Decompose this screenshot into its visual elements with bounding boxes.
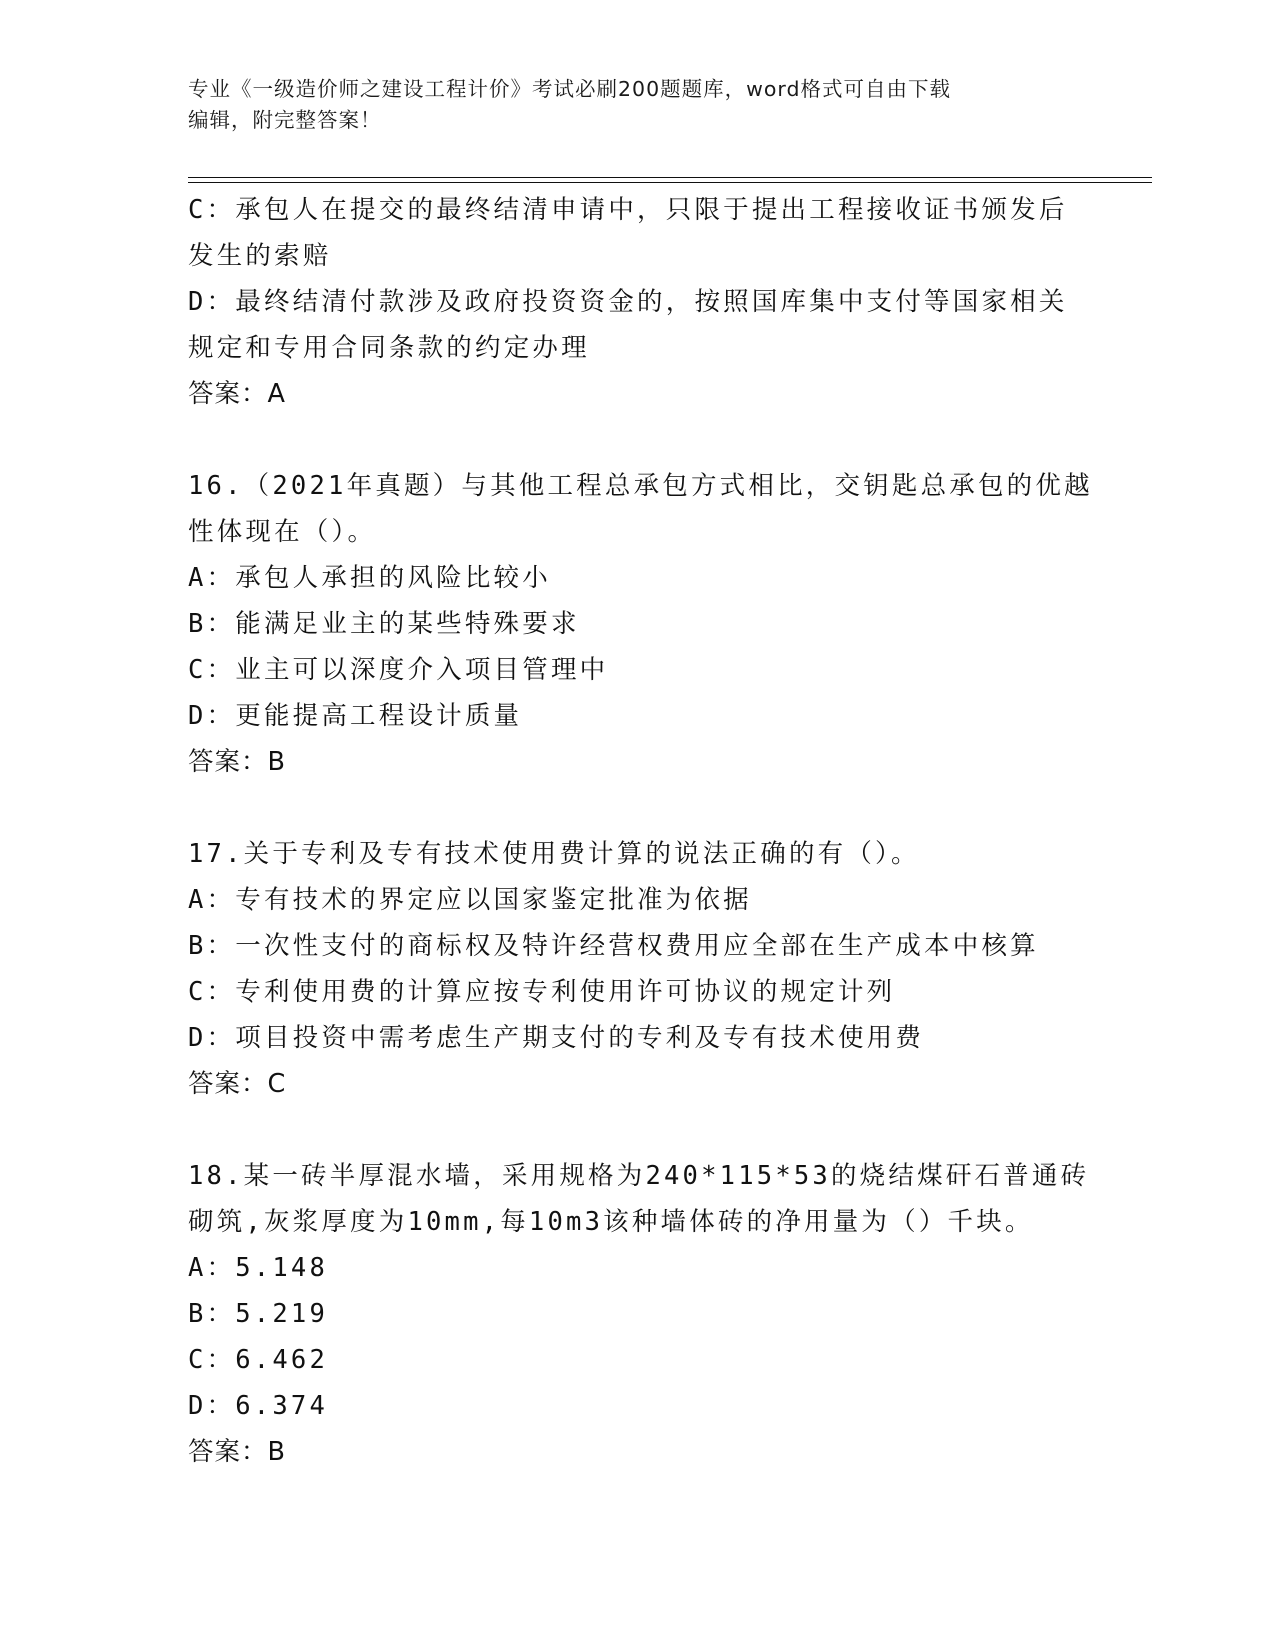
q16-option-a: A：承包人承担的风险比较小 bbox=[188, 563, 551, 593]
q18-option-a: A：5.148 bbox=[188, 1253, 329, 1283]
q17-option-b: B：一次性支付的商标权及特许经营权费用应全部在生产成本中核算 bbox=[188, 931, 1039, 961]
question-18-block bbox=[188, 1153, 1088, 1475]
question-17-block bbox=[188, 831, 1088, 1107]
header-divider-top bbox=[188, 177, 1152, 178]
q16-stem-line-1: 16.（2021年真题）与其他工程总承包方式相比，交钥匙总承包的优越 bbox=[188, 471, 1093, 501]
spacer bbox=[188, 1107, 1088, 1153]
q17-option-d: D：项目投资中需考虑生产期支付的专利及专有技术使用费 bbox=[188, 1023, 925, 1053]
question-content bbox=[188, 187, 1093, 1475]
q16-option-c: C：业主可以深度介入项目管理中 bbox=[188, 655, 609, 685]
spacer bbox=[188, 785, 1088, 831]
header-divider-bottom bbox=[188, 182, 1152, 183]
prev-answer: 答案：A bbox=[188, 379, 286, 409]
header-line-1: 专业《一级造价师之建设工程计价》考试必刷200题题库，word格式可自由下载 bbox=[188, 77, 952, 101]
question-16-block bbox=[188, 463, 1093, 785]
q17-stem-line-1: 17.关于专利及专有技术使用费计算的说法正确的有（）。 bbox=[188, 839, 920, 869]
document-header bbox=[188, 74, 1088, 136]
q18-stem-line-2: 砌筑,灰浆厚度为10mm,每10m3该种墙体砖的净用量为（）千块。 bbox=[188, 1207, 1034, 1237]
prev-option-c-line-2: 发生的索赔 bbox=[188, 241, 332, 271]
prev-option-c-line-1: C：承包人在提交的最终结清申请中，只限于提出工程接收证书颁发后 bbox=[188, 195, 1068, 225]
q18-option-b: B：5.219 bbox=[188, 1299, 329, 1329]
q18-option-c: C：6.462 bbox=[188, 1345, 329, 1375]
q18-stem-line-1: 18.某一砖半厚混水墙，采用规格为240*115*53的烧结煤矸石普通砖 bbox=[188, 1161, 1090, 1191]
q17-option-a: A：专有技术的界定应以国家鉴定批准为依据 bbox=[188, 885, 752, 915]
q18-option-d: D：6.374 bbox=[188, 1391, 329, 1421]
q18-answer: 答案：B bbox=[188, 1437, 286, 1467]
q17-option-c: C：专利使用费的计算应按专利使用许可协议的规定计列 bbox=[188, 977, 896, 1007]
prev-question-block bbox=[188, 187, 1088, 417]
q17-answer: 答案：C bbox=[188, 1069, 287, 1099]
prev-option-d-line-1: D：最终结清付款涉及政府投资资金的，按照国库集中支付等国家相关 bbox=[188, 287, 1068, 317]
header-line-2: 编辑，附完整答案！ bbox=[188, 108, 382, 132]
q16-option-d: D：更能提高工程设计质量 bbox=[188, 701, 523, 731]
q16-stem-line-2: 性体现在（）。 bbox=[188, 517, 377, 547]
q16-option-b: B：能满足业主的某些特殊要求 bbox=[188, 609, 580, 639]
spacer bbox=[188, 417, 1088, 463]
q16-answer: 答案：B bbox=[188, 747, 286, 777]
prev-option-d-line-2: 规定和专用合同条款的约定办理 bbox=[188, 333, 590, 363]
